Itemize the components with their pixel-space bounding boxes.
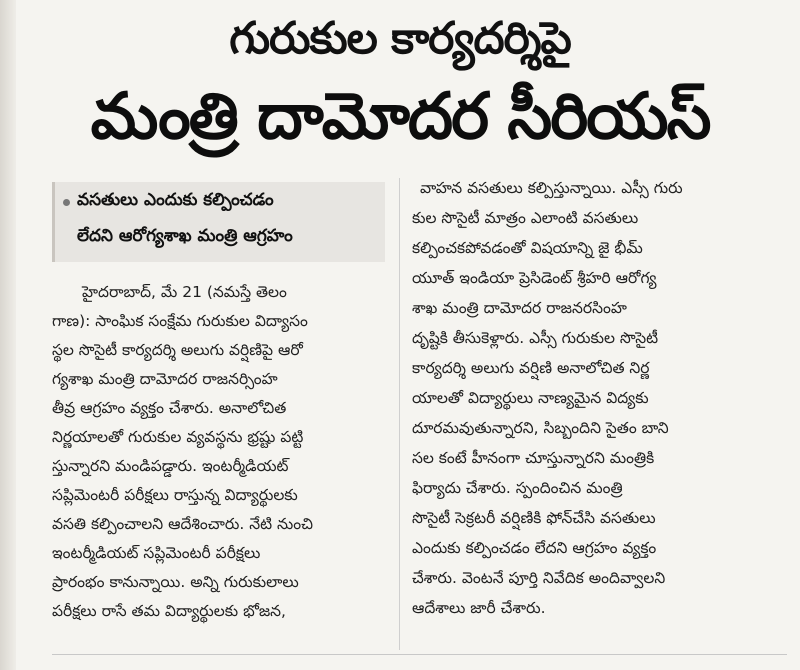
right-column-line: కల్పించకపోవడంతో విషయాన్ని జై భీమ్ — [412, 239, 643, 257]
right-column-line: సొసైటీ సెక్రటరీ వర్షిణికి ఫోన్‌చేసి వసతులు — [412, 509, 656, 527]
right-column-line: దూరమవుతున్నారని, సిబ్బందిని సైతం బాని — [412, 419, 669, 437]
headline-line-2: మంత్రి దామోదర సీరియస్ — [90, 80, 710, 154]
right-column-line: శాఖ మంత్రి దామోదర రాజనరసింహ — [412, 299, 627, 317]
right-column-line: వాహన వసతులు కల్పిస్తున్నాయి. ఎస్సీ గురు — [420, 179, 683, 197]
right-column-line: కుల సొసైటీ మాత్రం ఎలాంటి వసతులు — [412, 209, 639, 227]
right-column-line: యూత్ ఇండియా ప్రెసిడెంట్ శ్రీహరి ఆరోగ్య — [412, 269, 657, 287]
left-column-line: పరీక్షలు రాసే తమ విద్యార్థులకు భోజన, — [52, 602, 286, 620]
right-column-line: దృష్టికి తీసుకెళ్లారు. ఎస్సీ గురుకుల సొసైటీ — [412, 329, 659, 347]
left-column-line: వసతి కల్పించాలని ఆదేశించారు. నేటి నుంచి — [52, 515, 314, 533]
left-column-line: ప్రారంభం కానున్నాయి. అన్ని గురుకులాలు — [52, 573, 299, 591]
left-column-line: ఇంటర్మీడియట్ సప్లిమెంటరీ పరీక్షలు — [52, 544, 261, 562]
right-column-line: యాలతో విద్యార్థులు నాణ్యమైన విద్యకు — [412, 389, 649, 407]
highlight-line-1: వసతులు ఎందుకు కల్పించడం — [77, 190, 274, 210]
left-column-line: నిర్ణయాలతో గురుకుల వ్యవస్థను భ్రష్టు పట్టి — [52, 428, 304, 446]
left-column-line: స్థల సొసైటీ కార్యదర్శి అలుగు వర్షిణిపై ఆరో — [52, 341, 303, 359]
left-column-line: గాణ): సాంఘిక సంక్షేమ గురుకుల విద్యాసం — [52, 312, 308, 330]
right-column-line: కార్యదర్శి అలుగు వర్షిణి అనాలోచిత నిర్ణ — [412, 359, 650, 377]
headline-line-1: గురుకుల కార్యదర్శిపై — [229, 13, 571, 64]
right-column-line: ఎందుకు కల్పించడం లేదని ఆగ్రహం వ్యక్తం — [412, 539, 657, 557]
right-column-line: ఫిర్యాదు చేశారు. స్పందించిన మంత్రి — [412, 479, 623, 497]
right-column-line: చేశారు. వెంటనే పూర్తి నివేదిక అందివ్వాలని — [412, 569, 666, 587]
highlight-line-2: లేదని ఆరోగ్యశాఖ మంత్రి ఆగ్రహం — [77, 226, 293, 246]
left-column-line: సప్లిమెంటరీ పరీక్షలు రాస్తున్న విద్యార్థులకు — [52, 486, 298, 504]
right-column-line: ఆదేశాలు జారీ చేశారు. — [412, 599, 546, 617]
bottom-rule — [52, 654, 787, 655]
right-column-line: సల కంటే హీనంగా చూస్తున్నారని మంత్రికి — [412, 449, 655, 467]
left-column-line: స్తున్నారని మండిపడ్డారు. ఇంటర్మీడియట్ — [52, 457, 289, 475]
column-divider — [399, 178, 400, 650]
highlight-box — [52, 182, 385, 262]
left-column-line: హైదరాబాద్, మే 21 (నమస్తే తెలం — [82, 283, 287, 301]
bullet-icon — [63, 199, 70, 206]
left-column-line: తీవ్ర ఆగ్రహం వ్యక్తం చేశారు. అనాలోచిత — [52, 399, 287, 417]
left-column-line: గ్యశాఖ మంత్రి దామోదర రాజనర్సింహ — [52, 370, 278, 388]
